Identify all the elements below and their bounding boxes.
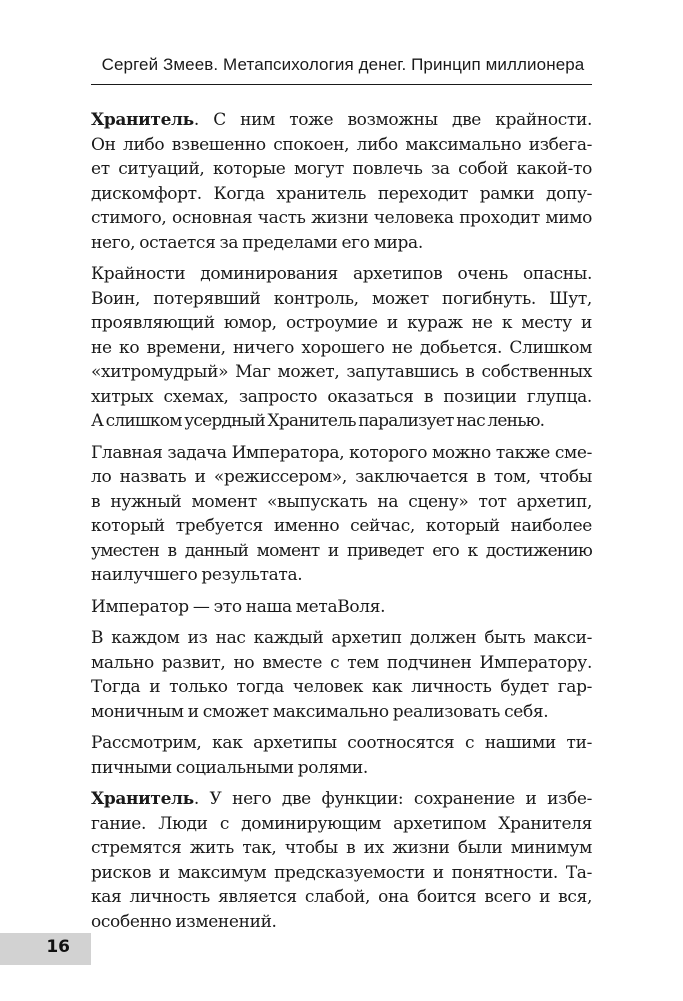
paragraph-social-roles	[91, 731, 592, 780]
text-line: ло назвать и «режиссером», заключается в том, чтобы	[91, 467, 592, 487]
text-line: кая личность является слабой, она боится всего и вся,	[91, 887, 592, 907]
paragraph-keeper-functions	[91, 787, 592, 934]
text-line: рисков и максимум предсказуемости и понятности. Та-	[91, 862, 592, 883]
paragraph-emperor-task	[91, 441, 592, 588]
text-line: хитрых схемах, запросто оказаться в позиции глупца.	[91, 386, 592, 407]
text-line: мально развит, но вместе с тем подчинен Императору.	[91, 652, 592, 673]
text-line: дискомфорт. Когда хранитель переходит рамки допу-	[91, 183, 592, 204]
text-line: моничным и сможет максимально реализовать себя.	[91, 701, 549, 722]
text-line: В каждом из нас каждый архетип должен быть макси-	[91, 628, 592, 648]
bold-term: Хранитель	[91, 110, 194, 130]
text-line: пичными социальными ролями.	[91, 757, 368, 778]
text-line: гание. Люди с доминирующим архетипом Хранителя	[91, 813, 592, 834]
text-line: стремятся жить так, чтобы в их жизни были минимум	[91, 838, 592, 858]
text-line: ет ситуаций, которые могут повлечь за собой какой-то	[91, 159, 592, 179]
text-line	[91, 108, 592, 133]
text-line: Крайности доминирования архетипов очень опасны.	[91, 264, 592, 284]
text-line: уместен в данный момент и приведет его к достижению	[91, 540, 592, 561]
text-line: Воин, потерявший контроль, может погибнуть. Шут,	[91, 288, 592, 309]
text-line: наилучшего результата.	[91, 565, 303, 585]
text-line: Император — это наша метаВоля.	[91, 596, 386, 617]
text-line: особенно изменений.	[91, 911, 277, 932]
text-line: в нужный момент «выпускать на сцену» тот архетип,	[91, 491, 592, 512]
paragraph-keeper-extremes	[91, 108, 592, 255]
line-text: . У него две функции: сохранение и избе-	[193, 789, 592, 809]
text-line: «хитромудрый» Маг может, запутавшись в собственных	[91, 362, 592, 382]
text-line: Рассмотрим, как архетипы соотносятся с нашими ти-	[91, 733, 592, 753]
line-text: . С ним тоже возможны две крайности.	[193, 110, 592, 130]
text-line	[91, 787, 592, 812]
text-line: Тогда и только тогда человек как личность будет гар-	[91, 677, 592, 697]
header-rule	[91, 84, 592, 85]
text-line: который требуется именно сейчас, который наиболее	[91, 516, 592, 536]
paragraph-each-archetype	[91, 626, 592, 724]
bold-term: Хранитель	[91, 789, 194, 809]
paragraph-archetype-dominance	[91, 262, 592, 434]
page-number-tab	[0, 933, 91, 965]
paragraph-emperor-metawill	[91, 595, 592, 620]
text-line: Он либо взвешенно спокоен, либо максимально избега-	[91, 134, 592, 155]
body-text	[91, 108, 592, 941]
running-head: Сергей Змеев. Метапсихология денег. Принцип миллионера	[101, 55, 585, 74]
text-line: не ко времени, ничего хорошего не добьется. Слишком	[91, 337, 592, 358]
text-line: Главная задача Императора, которого можно также сме-	[91, 442, 592, 463]
text-line: него, остается за пределами его мира.	[91, 232, 423, 253]
page-number: 16	[46, 937, 70, 957]
text-line: стимого, основная часть жизни человека проходит мимо	[91, 208, 592, 228]
text-line: А слишком усердный Хранитель парализует нас ленью.	[91, 411, 545, 431]
text-line: проявляющий юмор, остроумие и кураж не к месту и	[91, 313, 592, 333]
